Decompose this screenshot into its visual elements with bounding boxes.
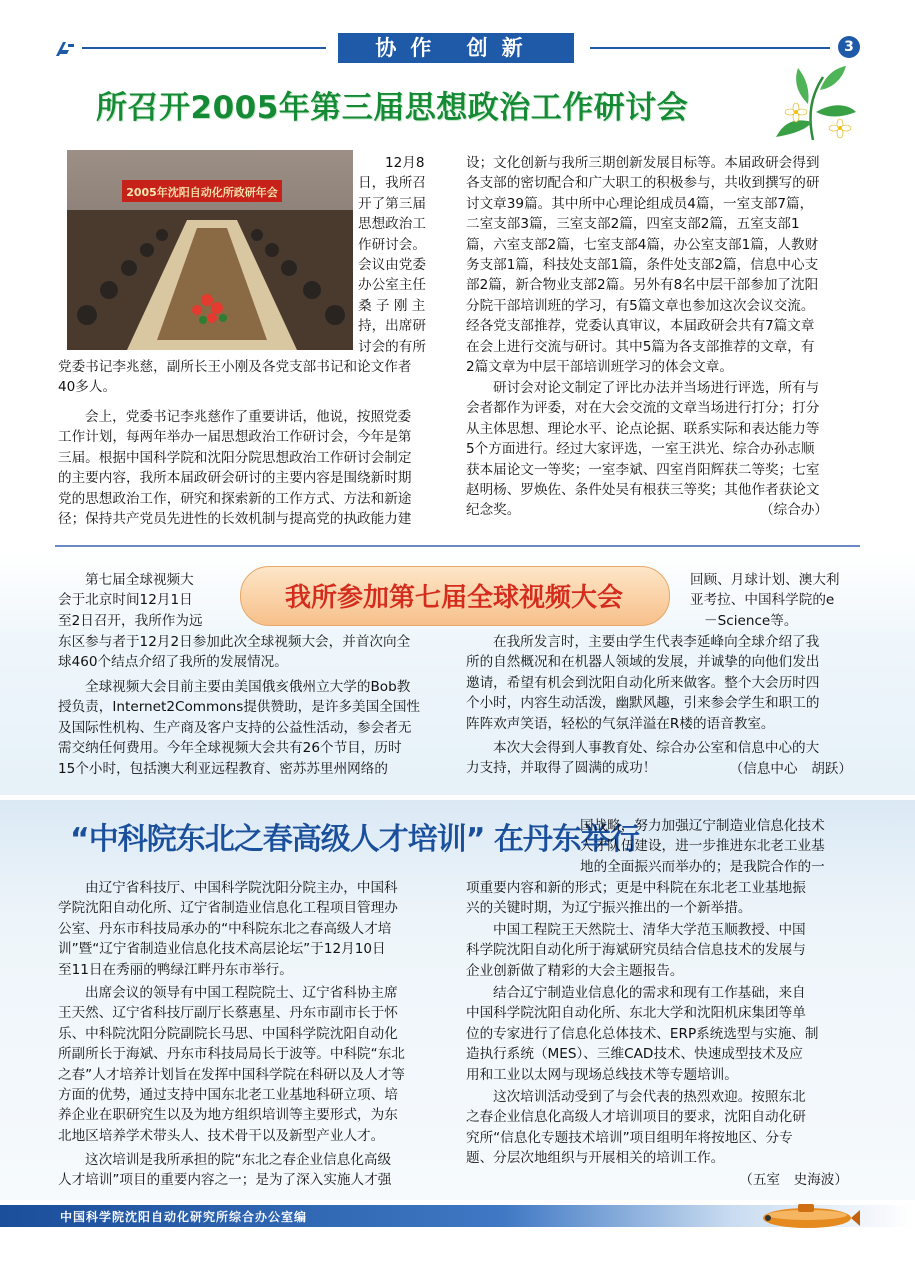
article3-paragraph-3: 这次培训是我所承担的院“东北之春企业信息化高级 人才培训”项目的重要内容之一；是为了深入实施人才强	[58, 1152, 392, 1189]
article3-paragraph-4: 项重要内容和新的形式；更是中科院在东北老工业基地振 兴的关键时期，为辽宁振兴推出的一个新举措。	[466, 880, 806, 917]
article1-byline: （综合办）	[760, 502, 828, 518]
article1-paragraph-4: 研讨会对论文制定了评比办法并当场进行评选，所有与 会者都作为评委，对在大会交流的文章当场进行打分；打分 从主体思想、理论水平、论点论据、联系实际和表达能力等 5个方面进行。经过大家评选，一室王洪光、综合办孙志顺 获本届论文一等奖；一室李斌、四室肖阳辉获二等奖；七室 赵明杨、罗焕佐、条件处吴有根获三等奖；其他作者获论文 纪念奖。	[466, 380, 820, 519]
article1-paragraph-1: 党委书记李兆慈，副所长王小刚及各党支部书记和论文作者 40多人。	[58, 359, 412, 396]
conference-photo	[67, 150, 353, 350]
article3-paragraph-7: 这次培训活动受到了与会代表的热烈欢迎。按照东北 之春企业信息化高级人才培训项目的要求，沈阳自动化研 究所“信息化专题技术培训”项目组明年将按地区、分专 题、分层次地组织与开展相关的培训工作。	[466, 1089, 806, 1167]
submarine-robot-icon	[752, 1196, 862, 1236]
article1-lead-narrow: 12月8 日，我所召 开了第三届 思想政治工 作研讨会。 会议由党委 办公室主任 桑 子 刚 主 持，出席研 讨会的有所	[358, 155, 426, 355]
article3-paragraph-6: 结合辽宁制造业信息化的需求和现有工作基础，来自 中国科学院沈阳自动化所、东北大学和沈阳机床集团等单 位的专家进行了信息化总体技术、ERP系统选型与实施、制 造执行系统（MES）、三维CAD技术、快速成型技术及应 用和工业以太网与现场总线技术等专题培训。	[466, 985, 819, 1083]
article1-divider	[55, 545, 860, 547]
article2-lead-left: 第七届全球视频大 会于北京时间12月1日 至2日召开，我所作为远	[58, 572, 203, 629]
header-rule-right	[590, 47, 830, 49]
section-title-band: 协作 创新	[338, 33, 574, 63]
article1-paragraph-3: 设；文化创新与我所三期创新发展目标等。本届政研会得到 各支部的密切配合和广大职工的积极参与，共收到撰写的研 讨文章39篇。其中所中心理论组成员4篇，一室支部7篇， 二室支部3篇，三室支部2篇，四室支部2篇，五室支部1 篇，六室支部2篇，七室支部4篇，办公室支部1篇，人教财 务支部1篇，科技处支部1篇，条件处支部2篇，信息中心支 部2篇，新合物业支部2篇。另外有8名中层干部参加了沈阳 分院干部培训班的学习，有5篇文章也参加这次会议交流。 经各党支部推荐，党委认真审议，本届政研会共有7篇文章 在会上进行交流与研讨。其中5篇为各支部推荐的文章，有 2篇文章为中层干部培训班学习的体会文章。	[466, 155, 820, 376]
article3-paragraph-1: 由辽宁省科技厅、中国科学院沈阳分院主办，中国科 学院沈阳自动化所、辽宁省制造业信息化工程项目管理办 公室、丹东市科技局承办的“中科院东北之春高级人才培 训”暨“辽宁省制造业信息化技术高层论坛”于12月10日 至11日在秀丽的鸭绿江畔丹东市举行。	[58, 880, 398, 978]
article3-lead-right: 国战略，努力加强辽宁制造业信息化技术 人才队伍建设，进一步推进东北老工业基 地的全面振兴而举办的；是我院合作的一	[580, 818, 825, 875]
article2-paragraph-4: 本次大会得到人事教育处、综合办公室和信息中心的大 力支持，并取得了圆满的成功！	[466, 740, 820, 777]
article3-paragraph-2: 出席会议的领导有中国工程院院士、辽宁省科协主席 王天然、辽宁省科技厅副厅长蔡惠星、丹东市副市长于怀 乐、中科院沈阳分院副院长马思、中国科学院沈阳自动化 所副所长于海斌、丹东市科技局局长于波等。中科院“东北 之春”人才培养计划旨在发挥中国科学院在科研以及人才等 方面的优势，通过支持中国东北老工业基地科研立项、培 养企业在职研究生以及为地方组织培训等主要形式，为东 北地区培养学术带头人、技术骨干以及新型产业人才。	[58, 985, 405, 1144]
footer-text: 中国科学院沈阳自动化研究所综合办公室编	[60, 1210, 308, 1224]
article3-title: “中科院东北之春高级人才培训” 在丹东举行	[70, 822, 639, 857]
article2-byline: （信息中心 胡跃）	[729, 761, 852, 777]
article2-paragraph-2: 全球视频大会目前主要由美国俄亥俄州立大学的Bob教 授负责，Internet2Commons提供赞助，是许多美国全国性 及国际性机构、生产商及客户支持的公益性活动，参会者无 需交纳任何费用。今年全球视频大会共有26个节目，历时 15个小时，包括澳大利亚远程教育、密苏苏里州网络的	[58, 679, 421, 777]
article2-lead-right: 回顾、月球计划、澳大利 亚考拉、中国科学院的e －Science等。	[690, 572, 840, 629]
article3-byline: （五室 史海波）	[739, 1172, 848, 1188]
page-number: 3	[838, 36, 860, 58]
article2-title: 我所参加第七届全球视频大会	[284, 583, 623, 613]
article2-paragraph-3: 在我所发言时，主要由学生代表李延峰向全球介绍了我 所的自然概况和在机器人领域的发展，并诚挚的向他们发出 邀请，希望有机会到沈阳自动化所来做客。整个大会历时四 个小时，内容生动活泼，幽默风趣，引来参会学生和职工的 阵阵欢声笑语，轻松的气氛洋溢在R楼的语音教室。	[466, 634, 820, 732]
institute-logo-icon	[54, 40, 76, 58]
article3-paragraph-5: 中国工程院王天然院士、清华大学范玉顺教授、中国 科学院沈阳自动化所于海斌研究员结合信息技术的发展与 企业创新做了精彩的大会主题报告。	[466, 922, 806, 979]
photo-banner-text: 2005年沈阳自动化所政研年会	[126, 186, 278, 199]
article2-paragraph-1: 东区参与者于12月2日参加此次全球视频大会，并首次向全 球460个结点介绍了我所的发展情况。	[58, 634, 411, 671]
flower-decoration-icon	[768, 62, 858, 142]
article1-paragraph-2: 会上，党委书记李兆慈作了重要讲话，他说，按照党委 工作计划，每两年举办一届思想政治工作研讨会，今年是第 三届。根据中国科学院和沈阳分院思想政治工作研讨会制定 的主要内容，我所本届政研会研讨的主要内容是围绕新时期 党的思想政治工作，研究和探索新的工作方式、方法和新途 径；保持共产党员先进性的长效机制与提高党的执政能力建	[58, 409, 412, 528]
article1-title: 所召开2005年第三届思想政治工作研讨会	[96, 90, 689, 126]
header-rule-left	[82, 47, 326, 49]
